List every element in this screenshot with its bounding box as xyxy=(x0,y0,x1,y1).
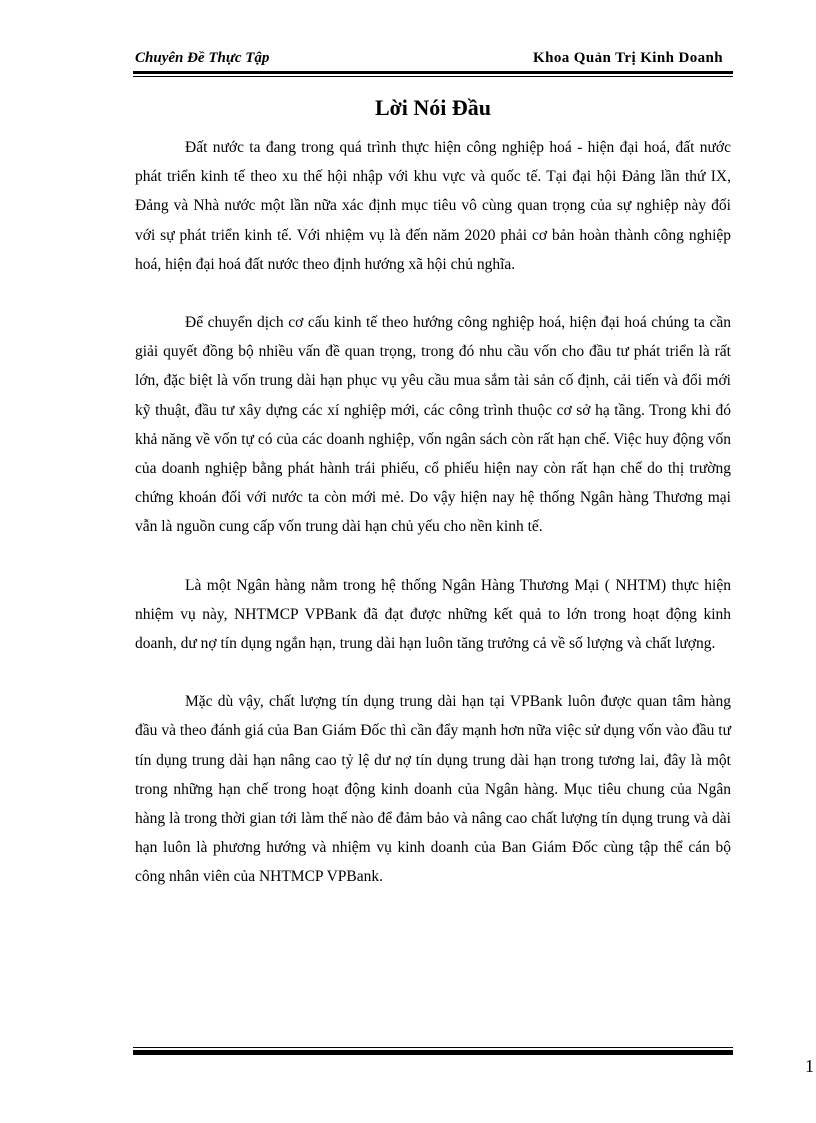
paragraph-1: Đất nước ta đang trong quá trình thực hiện công nghiệp hoá - hiện đại hoá, đất nước phát triển kinh tế theo xu thế hội nhập với khu vực và quốc tế. Tại đại hội Đảng lần thứ IX, Đảng và Nhà nước một lần nữa xác định mục tiêu vô cùng quan trọng của sự nghiệp này đối với sự phát triển kinh tế. Với nhiệm vụ là đến năm 2020 phải cơ bản hoàn thành công nghiệp hoá, hiện đại hoá đất nước theo định hướng xã hội chủ nghĩa. xyxy=(135,139,731,273)
paragraph-2: Để chuyển dịch cơ cấu kinh tế theo hướng công nghiệp hoá, hiện đại hoá chúng ta cần giải quyết đồng bộ nhiều vấn đề quan trọng, trong đó nhu cầu vốn cho đầu tư phát triển là rất lớn, đặc biệt là vốn trung dài hạn phục vụ yêu cầu mua sắm tài sản cố định, cải tiến và đổi mới kỹ thuật, đầu tư xây dựng các xí nghiệp mới, các công trình thuộc cơ sở hạ tầng. Trong khi đó khả năng về vốn tự có của các doanh nghiệp, vốn ngân sách còn rất hạn chế. Việc huy động vốn của doanh nghiệp bằng phát hành trái phiếu, cổ phiếu hiện nay còn rất hạn chế do thị trường chứng khoán đối với nước ta còn mới mẻ. Do vậy hiện nay hệ thống Ngân hàng Thương mại vẫn là nguồn cung cấp vốn trung dài hạn chủ yếu cho nền kinh tế. xyxy=(135,314,731,536)
page-header xyxy=(133,48,733,70)
page-number: 1 xyxy=(805,1056,814,1076)
page-title: Lời Nói Đầu xyxy=(374,95,492,120)
header-right-text: Khoa Quản Trị Kinh Doanh xyxy=(533,50,723,66)
paragraph-3: Là một Ngân hàng nằm trong hệ thống Ngân Hàng Thương Mại ( NHTM) thực hiện nhiệm vụ này, NHTMCP VPBank đã đạt được những kết quả to lớn trong hoạt động kinh doanh, dư nợ tín dụng ngắn hạn, trung dài hạn luôn tăng trưởng cả về số lượng và chất lượng. xyxy=(135,576,731,653)
document-body xyxy=(135,133,731,921)
footer-rule-thin xyxy=(133,1047,733,1048)
paragraph-4: Mặc dù vậy, chất lượng tín dụng trung dài hạn tại VPBank luôn được quan tâm hàng đầu và theo đánh giá của Ban Giám Đốc thì cần đẩy mạnh hơn nữa việc sử dụng vốn vào đầu tư tín dụng trung dài hạn nâng cao tỷ lệ dư nợ tín dụng trung dài hạn trong tương lai, đây là một trong những hạn chế trong hoạt động kinh doanh của Ngân hàng. Mục tiêu chung của Ngân hàng là trong thời gian tới làm thế nào để đảm bảo và nâng cao chất lượng tín dụng trung và dài hạn luôn là phương hướng và nhiệm vụ kinh doanh của Ban Giám Đốc cùng tập thể cán bộ công nhân viên của NHTMCP VPBank. xyxy=(135,693,731,886)
header-left-text: Chuyên Đề Thực Tập xyxy=(135,50,270,66)
header-rule-thin xyxy=(133,76,733,77)
header-rule-thick xyxy=(133,71,733,74)
footer-rule-thick xyxy=(133,1050,733,1055)
